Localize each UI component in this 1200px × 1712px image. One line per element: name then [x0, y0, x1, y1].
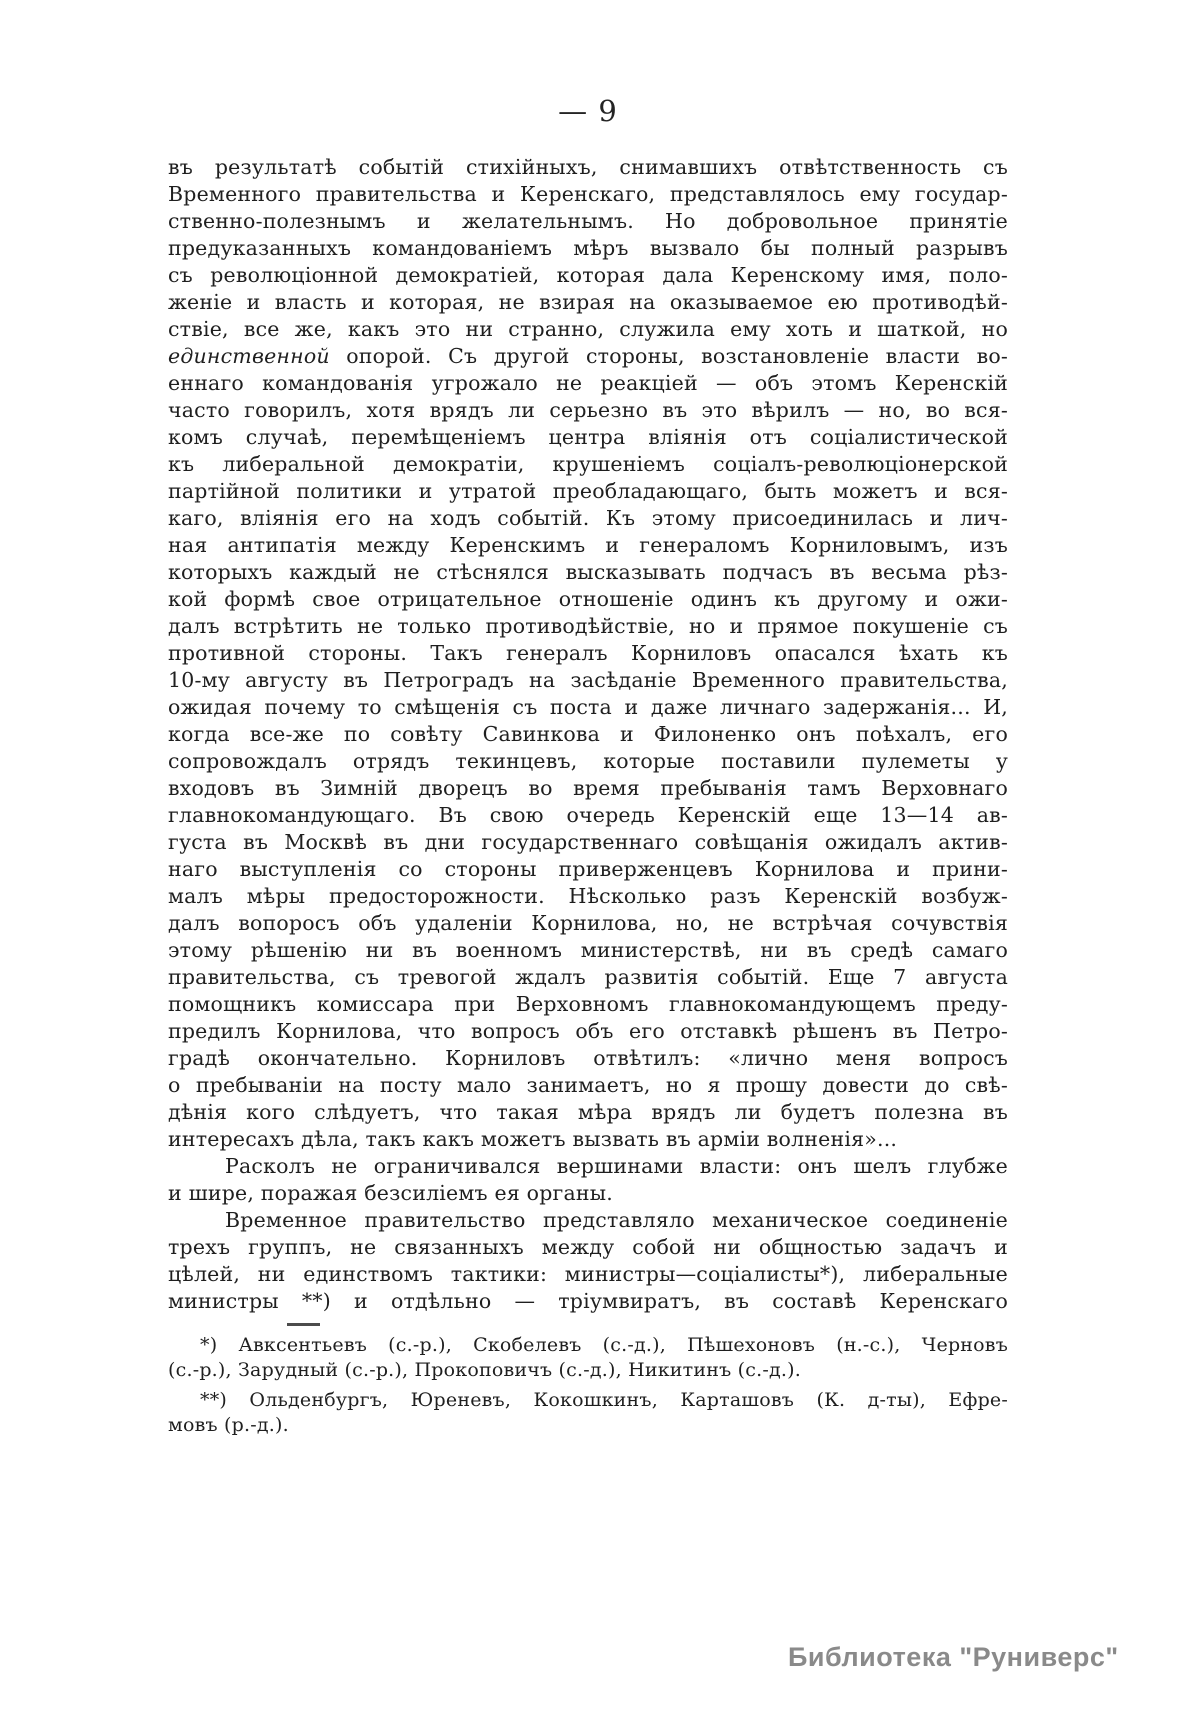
text-line: дѣнія кого слѣдуетъ, что такая мѣра врядъ ли будетъ полезна въ — [168, 1100, 1008, 1124]
footnotes — [168, 1333, 1008, 1438]
text-line: единственной опорой. Съ другой стороны, возстановленіе власти во- — [168, 344, 1008, 368]
text-line: которыхъ каждый не стѣснялся высказывать подчасъ въ весьма рѣз- — [168, 560, 1008, 584]
text-line: этому рѣшенію ни въ военномъ министерствѣ, ни въ средѣ самаго — [168, 938, 1008, 962]
page-number: — 9 — [558, 94, 618, 128]
text-line: женіе и власть и которая, не взирая на оказываемое ею противодѣй- — [168, 290, 1008, 314]
text-line: малъ мѣры предосторожности. Нѣсколько разъ Керенскій возбуж- — [168, 884, 1008, 908]
text-line: ожидая почему то смѣщенія съ поста и даже личнаго задержанія... И, — [168, 695, 1008, 719]
text-line: кой формѣ свое отрицательное отношеніе одинъ къ другому и ожи- — [168, 587, 1008, 611]
footnote — [168, 1333, 1008, 1383]
text-line: о пребываніи на посту мало занимаетъ, но я прошу довести до свѣ- — [168, 1073, 1008, 1097]
text-line: ная антипатія между Керенскимъ и генераломъ Корниловымъ, изъ — [168, 533, 1008, 557]
text-line: (с.-р.), Зарудный (с.-р.), Прокоповичъ (с.-д.), Никитинъ (с.-д.). — [168, 1359, 801, 1381]
text-line: съ революціонной демократіей, которая дала Керенскому имя, поло- — [168, 263, 1008, 287]
body-text — [168, 154, 1008, 1315]
text-line: мовъ (р.-д.). — [168, 1414, 289, 1436]
text-line: въ результатѣ событій стихійныхъ, снимавшихъ отвѣтственность съ — [168, 155, 1008, 179]
text-line: помощникъ комиссара при Верховномъ главнокомандующемъ преду- — [168, 992, 1008, 1016]
text-line: далъ встрѣтить не только противодѣйствіе, но и прямое покушеніе съ — [168, 614, 1008, 638]
text-line: и шире, поражая безсиліемъ ея органы. — [168, 1181, 613, 1205]
text-line: 10-му августу въ Петроградъ на засѣданіе Временного правительства, — [168, 668, 1008, 692]
text-line: Расколъ не ограничивался вершинами власти: онъ шелъ глубже — [225, 1154, 1008, 1178]
text-line: часто говорилъ, хотя врядъ ли серьезно въ это вѣрилъ — но, во вся- — [168, 398, 1008, 422]
text-line: главнокомандующаго. Въ свою очередь Керенскій еще 13—14 ав- — [168, 803, 1008, 827]
text-line: предуказанныхъ командованіемъ мѣръ вызвало бы полный разрывъ — [168, 236, 1008, 260]
text-line: цѣлей, ни единствомъ тактики: министры—соціалисты*), либеральные — [168, 1262, 1008, 1286]
library-watermark: Библиотека "Руниверс" — [788, 1642, 1119, 1672]
text-line: правительства, съ тревогой ждалъ развитія событій. Еще 7 августа — [168, 965, 1008, 989]
text-line: **) Ольденбургъ, Юреневъ, Кокошкинъ, Карташовъ (К. д-ты), Ефре- — [200, 1389, 1008, 1411]
footnote-separator — [287, 1323, 320, 1326]
text-line: интересахъ дѣла, такъ какъ можетъ вызвать въ арміи волненія»... — [168, 1127, 898, 1151]
text-line: еннаго командованія угрожало не реакціей — объ этомъ Керенскій — [168, 371, 1008, 395]
text-line: противной стороны. Такъ генералъ Корниловъ опасался ѣхать къ — [168, 641, 1008, 665]
text-line: ствіе, все же, какъ это ни странно, служила ему хоть и шаткой, но — [168, 317, 1008, 341]
text-line: *) Авксентьевъ (с.-р.), Скобелевъ (с.-д.), Пѣшехоновъ (н.-с.), Черновъ — [200, 1334, 1008, 1356]
footnote — [168, 1388, 1008, 1438]
text-line: къ либеральной демократіи, крушеніемъ соціалъ-революціонерской — [168, 452, 1008, 476]
text-line: когда все-же по совѣту Савинкова и Филоненко онъ поѣхалъ, его — [168, 722, 1008, 746]
text-line: густа въ Москвѣ въ дни государственнаго совѣщанія ожидалъ актив- — [168, 830, 1008, 854]
italic-text: единственной — [168, 344, 330, 368]
text-line: входовъ въ Зимній дворецъ во время пребыванія тамъ Верховнаго — [168, 776, 1008, 800]
text-line: партійной политики и утратой преобладающаго, быть можетъ и вся- — [168, 479, 1008, 503]
text-line: Временное правительство представляло механическое соединеніе — [225, 1208, 1008, 1232]
text-line: далъ вопоросъ объ удаленіи Корнилова, но, не встрѣчая сочувствія — [168, 911, 1008, 935]
text-line: Временного правительства и Керенскаго, представлялось ему государ- — [168, 182, 1008, 206]
text-line: каго, вліянія его на ходъ событій. Къ этому присоединилась и лич- — [168, 506, 1008, 530]
text-line: трехъ группъ, не связанныхъ между собой ни общностью задачъ и — [168, 1235, 1008, 1259]
text-line: градѣ окончательно. Корниловъ отвѣтилъ: «лично меня вопросъ — [168, 1046, 1008, 1070]
text-line: министры **) и отдѣльно — тріумвиратъ, въ составѣ Керенскаго — [168, 1289, 1008, 1313]
text-line: предилъ Корнилова, что вопросъ объ его отставкѣ рѣшенъ въ Петро- — [168, 1019, 1008, 1043]
text-line: сопровождалъ отрядъ текинцевъ, которые поставили пулеметы у — [168, 749, 1008, 773]
text-line: наго выступленія со стороны приверженцевъ Корнилова и прини- — [168, 857, 1008, 881]
text-line: комъ случаѣ, перемѣщеніемъ центра вліянія отъ соціалистической — [168, 425, 1008, 449]
text-line: ственно-полезнымъ и желательнымъ. Но добровольное принятіе — [168, 209, 1008, 233]
